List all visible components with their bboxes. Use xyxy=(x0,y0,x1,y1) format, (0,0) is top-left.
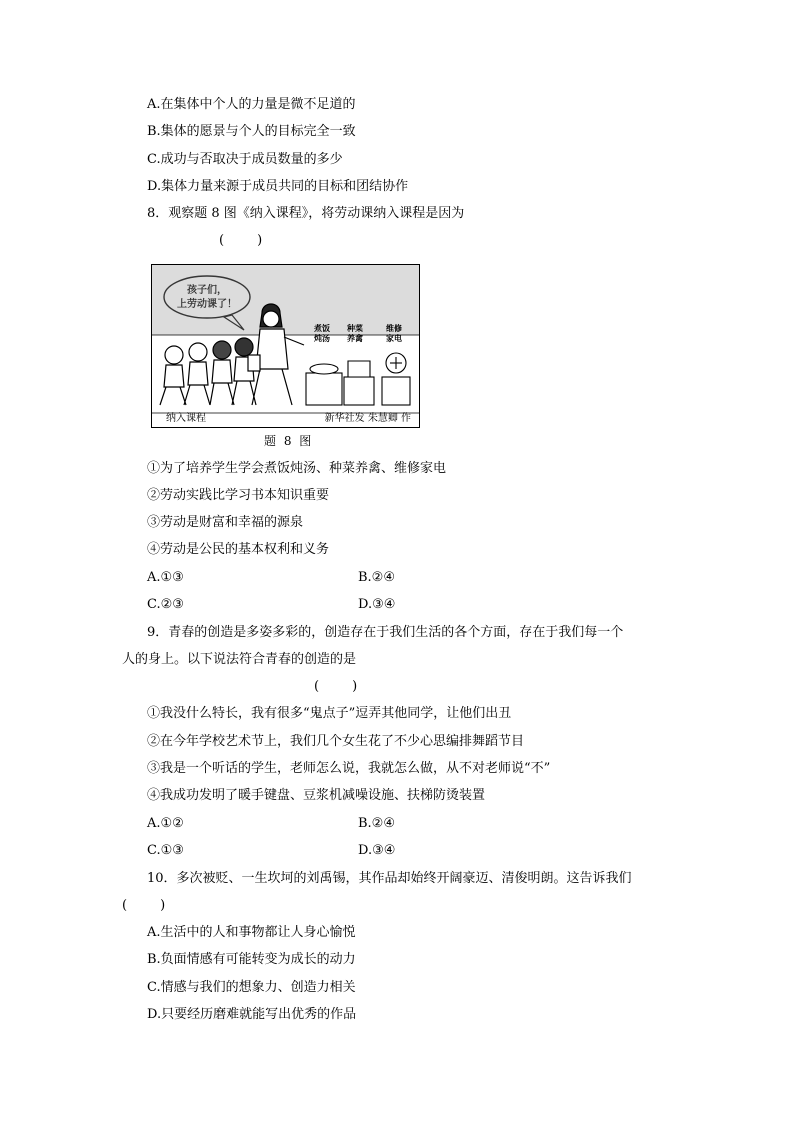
q8-statement-1: ①为了培养学生学会煮饭炖汤、种菜养禽、维修家电 xyxy=(147,461,447,476)
q9-option-c: C.①③ xyxy=(147,843,184,858)
q8-statement-2: ②劳动实践比学习书本知识重要 xyxy=(147,488,330,503)
q9-option-a: A.①② xyxy=(147,816,184,831)
q9-statement-3: ③我是一个听话的学生，老师怎么说，我就怎么做，从不对老师说“不” xyxy=(147,761,551,776)
cartoon-credit: 新华社发 朱慧卿 作 xyxy=(324,413,411,424)
sign-farm-line2: 养禽 xyxy=(347,333,363,343)
q8-statement-4: ④劳动是公民的基本权利和义务 xyxy=(147,542,330,557)
bubble-line-1: 孩子们， xyxy=(187,285,227,296)
q9-statement-4: ④我成功发明了暖手键盘、豆浆机减噪设施、扶梯防烫装置 xyxy=(147,788,486,803)
q10-answer-paren: ( ) xyxy=(122,898,166,913)
sign-farm-line1: 种菜 xyxy=(347,323,363,333)
q7-option-d: D.集体力量来源于成员共同的目标和团结协作 xyxy=(147,179,409,194)
sign-cook-line1: 煮饭 xyxy=(314,323,330,333)
q8-cartoon-figure xyxy=(151,264,420,428)
q8-stem: 8．观察题 8 图《纳入课程》，将劳动课纳入课程是因为 xyxy=(147,206,465,221)
q7-option-a: A.在集体中个人的力量是微不足道的 xyxy=(147,97,356,112)
cartoon-illustration xyxy=(152,265,420,428)
q7-option-b: B.集体的愿景与个人的目标完全一致 xyxy=(147,124,356,139)
sign-repair-line2: 家电 xyxy=(386,333,402,343)
q9-statement-2: ②在今年学校艺术节上，我们几个女生花了不少心思编排舞蹈节目 xyxy=(147,734,525,749)
q9-answer-paren: ( ) xyxy=(314,679,358,694)
q10-option-a: A.生活中的人和事物都让人身心愉悦 xyxy=(147,925,356,940)
cartoon-title: 纳入课程 xyxy=(166,413,206,424)
q8-option-a: A.①③ xyxy=(147,570,184,585)
bubble-line-2: 上劳动课了！ xyxy=(177,299,237,310)
q10-option-d: D.只要经历磨难就能写出优秀的作品 xyxy=(147,1007,357,1022)
q10-option-c: C.情感与我们的想象力、创造力相关 xyxy=(147,980,356,995)
q9-option-b: B.②④ xyxy=(358,816,395,831)
sign-repair-line1: 维修 xyxy=(386,323,402,333)
q9-statement-1: ①我没什么特长，我有很多“鬼点子”逗弄其他同学，让他们出丑 xyxy=(147,706,512,721)
q8-option-b: B.②④ xyxy=(358,570,395,585)
q10-stem: 10．多次被贬、一生坎坷的刘禹锡，其作品却始终开阔豪迈、清俊明朗。这告诉我们 xyxy=(147,871,632,886)
q8-statement-3: ③劳动是财富和幸福的源泉 xyxy=(147,515,304,530)
q8-answer-paren: ( ) xyxy=(219,233,263,248)
q8-figure-caption: 题 8 图 xyxy=(264,434,314,448)
q9-stem-line1: 9．青春的创造是多姿多彩的，创造存在于我们生活的各个方面，存在于我们每一个 xyxy=(147,625,624,640)
q7-option-c: C.成功与否取决于成员数量的多少 xyxy=(147,152,343,167)
q8-option-c: C.②③ xyxy=(147,597,184,612)
q10-option-b: B.负面情感有可能转变为成长的动力 xyxy=(147,952,356,967)
sign-cook-line2: 炖汤 xyxy=(314,333,330,343)
q8-option-d: D.③④ xyxy=(358,597,396,612)
q9-option-d: D.③④ xyxy=(358,843,396,858)
q9-stem-line2: 人的身上。以下说法符合青春的创造的是 xyxy=(122,652,357,667)
